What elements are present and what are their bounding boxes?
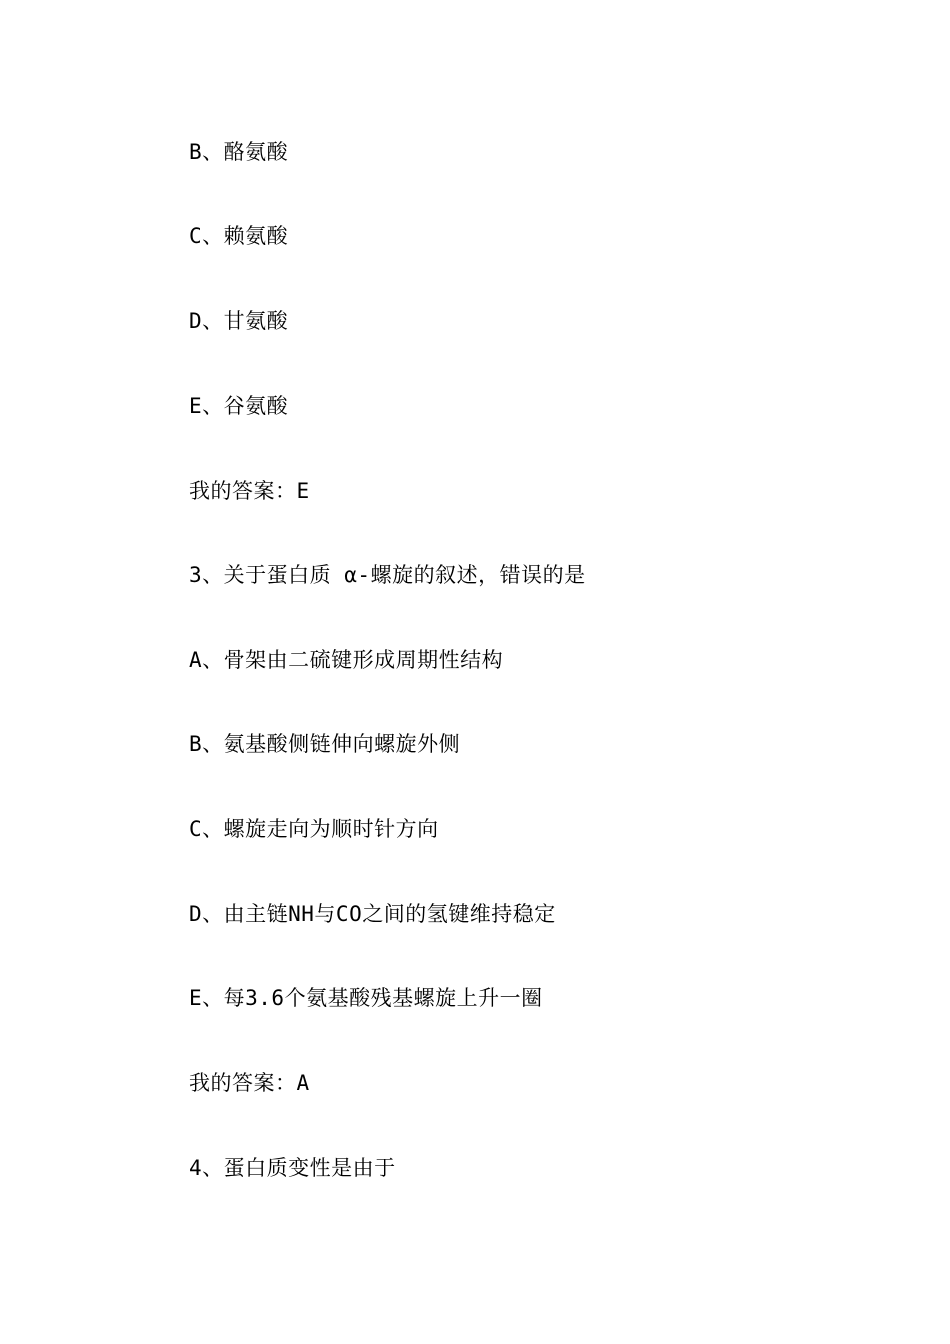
option-c-q3: C、螺旋走向为顺时针方向 <box>189 817 439 841</box>
option-c-q2: C、赖氨酸 <box>189 224 289 248</box>
option-a-q3: A、骨架由二硫键形成周期性结构 <box>189 648 504 672</box>
option-b-q3: B、氨基酸侧链伸向螺旋外侧 <box>189 732 461 756</box>
option-d-q3: D、由主链NH与CO之间的氢键维持稳定 <box>189 902 556 926</box>
option-e-q2: E、谷氨酸 <box>189 394 289 418</box>
question-4: 4、蛋白质变性是由于 <box>189 1156 396 1180</box>
question-3: 3、关于蛋白质 α-螺旋的叙述，错误的是 <box>189 563 586 587</box>
option-e-q3: E、每3.6个氨基酸残基螺旋上升一圈 <box>189 986 543 1010</box>
option-d-q2: D、甘氨酸 <box>189 309 289 333</box>
option-b-q2: B、酪氨酸 <box>189 140 289 164</box>
answer-q2: 我的答案：E <box>189 479 310 503</box>
answer-q3: 我的答案：A <box>189 1071 310 1095</box>
